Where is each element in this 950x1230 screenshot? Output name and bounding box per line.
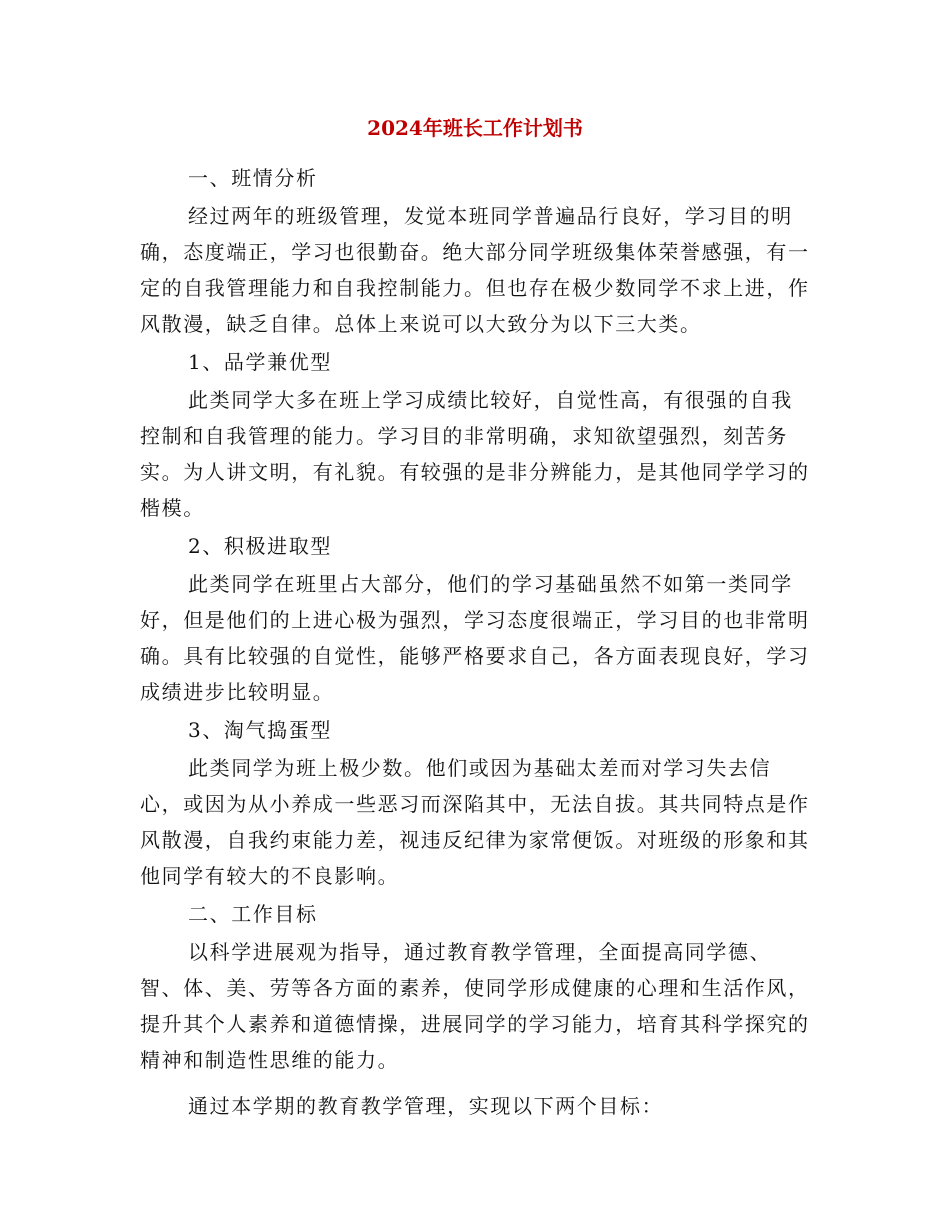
paragraph-naughty-type: 此类同学为班上极少数。他们或因为基础太差而对学习失去信心，或因为从小养成一些恶习而深陷其中，无法自拔。其共同特点是作风散漫，自我约束能力差，视违反纪律为家常便饭。对班级的形象和其他同学有较大的不良影响。 <box>140 756 810 888</box>
paragraph-excellent-type: 此类同学大多在班上学习成绩比较好，自觉性高，有很强的自我控制和自我管理的能力。学习目的非常明确，求知欲望强烈，刻苦务实。为人讲文明，有礼貌。有较强的是非分辨能力，是其他同学学习的楷模。 <box>140 388 810 520</box>
paragraph-two-targets: 通过本学期的教育教学管理，实现以下两个目标： <box>188 1094 664 1118</box>
subheading-excellent-type: 1、品学兼优型 <box>188 350 332 374</box>
subheading-naughty-type: 3、淘气捣蛋型 <box>188 718 332 742</box>
document-page <box>140 112 810 1124</box>
paragraph-work-goals: 以科学进展观为指导，通过教育教学管理，全面提高同学德、智、体、美、劳等各方面的素养，使同学形成健康的心理和生活作风，提升其个人素养和道德情操，进展同学的学习能力，培育其科学探究的精神和制造性思维的能力。 <box>140 940 810 1072</box>
paragraph-class-overview: 经过两年的班级管理，发觉本班同学普遍品行良好，学习目的明确，态度端正，学习也很勤奋。绝大部分同学班级集体荣誉感强，有一定的自我管理能力和自我控制能力。但也存在极少数同学不求上进，作风散漫，缺乏自律。总体上来说可以大致分为以下三大类。 <box>140 204 810 336</box>
subheading-progressive-type: 2、积极进取型 <box>188 534 332 558</box>
section-heading-class-analysis: 一、班情分析 <box>188 166 318 190</box>
document-title: 2024年班长工作计划书 <box>367 116 583 140</box>
section-heading-work-goals: 二、工作目标 <box>188 902 318 926</box>
paragraph-progressive-type: 此类同学在班里占大部分，他们的学习基础虽然不如第一类同学好，但是他们的上进心极为强烈，学习态度很端正，学习目的也非常明确。具有比较强的自觉性，能够严格要求自己，各方面表现良好，学习成绩进步比较明显。 <box>140 572 810 704</box>
